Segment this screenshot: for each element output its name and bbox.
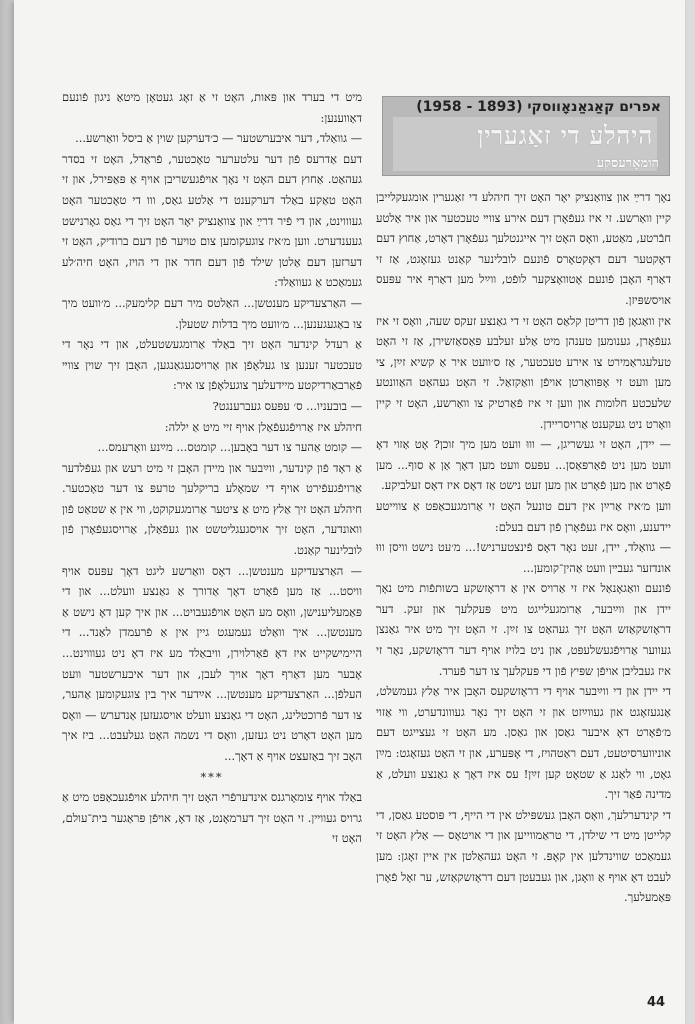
paragraph: די קינדערלעך, וואָס האָבן געשפּילט אין די הייף, די פּוסטע גאַסן, די קלייטן מיט די שילדן, די טראַמווייען און די אויטאָס — אַלץ האָט זי געמאַכט שווינדלען אין קאָפּ. זי האָט געהאַלטן אין איין זאָגן: מען לעבט דאָ אויף אַ וואָגן, און געבעטן דעם דראָזשקאַזש, ער זאָל פֿאָרן פּאַמעלעך. (376, 807, 671, 905)
story-genre: הומאָרעסקע (596, 156, 659, 171)
left-column (62, 87, 362, 849)
book-gutter (0, 0, 14, 1024)
paragraph: באַלד אויף צומאָרגנס אינדערפֿרי האָט זיך חיהלע אויפֿגעכאַפּט מיט אַ גרויס געוויין. זי האָט זיך דערמאָנט, אַז דאָ, אויפֿן פּראַגער בית־עולם, האָט זי (62, 790, 362, 846)
paragraph: פֿונעם וואַגאָנאַל איז זי אַרויס אין אַ דראָזשקע בשותפֿות מיט נאָך יידן און ווײַבער, אַרומגעלייגט מיט פּעקלעך און זעק. דער דראָזשקאַזש האָט זיך געהאַט צו זײַן. זי האָט זיך מיט איר גאַנצן געווער אַרויפֿגעשלעפּט, און ניט בלויז אויף דער דראָזשקע, נאָר זי איז געבליבן אויפֿן שפּיץ פֿון די פּעקלעך צו דער פֿערד. (376, 581, 671, 678)
paragraph: חיהלע איז אַרויפֿגעפֿאַלן אויף זיי מיט אַ יללה: (164, 419, 362, 434)
paragraph: אַ רעדל קינדער האָט זיך באַלד אַרומגעשטעלט, און די נאָר די טעכטער זענען צו געלאָפֿן און אַרויסגעגאַנגען, האָבן זיך שוין צווײ פֿאַרבאַרדיקטע מיידעלעך צוגעלאָפֿן צו איר: (62, 337, 362, 393)
paragraph: — קומט אַהער צו דער באָבען... קומטס... מײַנע וואָרעמס... (97, 440, 362, 455)
right-column (376, 181, 671, 908)
paragraph: אין וואַגאָן פֿון דריטן קלאַס האָט זי די גאַנצע זעקס שעה, וואָס זי איז געפֿאָרן, גענומען טענהן מיט אַלע זעלבע פּאַסאַזשירן, אַז זי האָט טעלעגראַמירט צו אירע טעכטער, אַז ס׳וועט איר אַ קשיא זײַן, צי מען וועט זי אָפּוואַרטן אויפֿן וואַקזאַל. זי האָט געהאַט האַוונטע שלעכטע חלומות און ווען זי איז פֿאַרטיק צו וואַרשע, האָט זי קיין וואָרט ניט געקענט אַרויסריידן. (376, 313, 671, 431)
paragraph: — יידן, האָט זי געשריגן, — וווּ וועט מען מיך זוכן? אָט אַזוי דאָ וועט מען ניט פֿאַרפּאַסן... עפּעס וועט מען דאָך אַן אַ סוף... מען פֿאָרט און מען פֿאָרט און מען זעט נישט אַז דאָס איז דאָס זעלביקע. (376, 437, 671, 493)
paragraph: — גוואַלד, יידן, זעט נאָר דאָס פֿינצטערניש!... מ׳עט נישט וויסן וווּ אונדזער געבײן וועט אַהין־קומען... (376, 540, 671, 575)
paragraph: די יידן און די ווײַבער אויף די דראָזשקעס האָבן איר אַלץ געמשלט, אַנגעזאָגט און געווײַזט און זי האָט זיך נאָר געווונדערט, ווי אַזוי מ׳פֿאָרט דאָ איבער גאַסן און גאַסן. מע האָט זי געצייגט דעם אוניווערסיטעט, דעם ראַטהויז, די אָפּערע, און זי האָט געזאָגט: מײַן גאָט, ווי לאַנג אַ שטאָט קען זײַן! עס איז דאָך אַ גאַנצע וועלט, אַ מדינה פֿאַר זיך. (376, 684, 671, 802)
paragraph: — האַרצעדיקע מענטשן... דאָס וואַרשע ליגט דאָך עפּעס אויף וויסט... אַז מען פֿאָרט דאָך אַדורך אַ גאַנצע וועלט... און די פּאַמעליענישן, וואָס מע האָט אויפֿגעבויט... און איך קען דאָ נישט אַ מענטשן... איך וואַלט געמעגט גיין אין אַ פֿרעמדן לאַנד... די היימישקייט איז דאָ פֿאַרלוירן, וויבאַלד מע איז דאָ ניט געוווינט... אָבער מען דאַרף דאָך אויך לעבן, און דער איבערשטער וועט העלפֿן... האַרצעדיקע מענטשן... אײַדער איך בין צוגעקומען אַהער, צו דער פֿרוכטלינג, האָט די גאַנצע וועלט אויסגעזען אַנדערש — וואָס מען האָט דאָרט ניט געזען, וואָס די נשמה האָט געלעבט... ביז איך האָב זיך באַזעצט אויף אַ דאָך... (62, 563, 362, 763)
paragraph: — גוואַלד, דער איבערשטער — כ׳דערקען שוין אַ ביסל וואַרשע... (75, 131, 362, 146)
paragraph: מיט די בערד און פּאות, האָט זי אַ זאָג געטאָן מיטאַ ניגון פֿונעם דאַווענען: (62, 90, 362, 125)
author-line: אפרים קאַגאַנאָווסקי (1893 - 1958) (416, 99, 661, 115)
paragraph: דעם אַדרעס פֿון דער עלטערער טאָכטער, פֿראַדל, האָט זי בסדר געהאַט. אַחוץ דעם האָט זי נאָך אויפֿגעשריבן אויף אַ פּאַפּירל, און זי האָט טאַקע באַלד דערקענט די אַלטע גאַס, ווו די טאָכטער האָט געוווינט, און די פֿיר דרײַ און צוואַנציק יאָר האָט זיך די גאַס גאָרנישט געענדערט. ווען מ׳איז צוגעקומען צום טויער פֿון דעם ברודיק, האָט זי דערזען דעם אַלטן שילד פֿון דעם חדר און די הויז, האָט חיה׳לע געמאַכט אַ געוואַלד: (62, 151, 362, 290)
paragraph: — האַרצעדיקע מענטשן... האַלטס מיר דעם קלימעק... מ׳וועט מיך צו באַגעגענען... מ׳וועט מיך בדלות שטעלן. (62, 295, 362, 331)
section-separator: *** (200, 769, 224, 784)
paragraph: — בובעניו... ס׳ עפּעס געברענגט? (212, 398, 362, 413)
paragraph: נאָך דרײַ און צוואַנציק יאָר האָט זיך חיהלע די זאַגערין אומגעקלייבן קיין וואַרשע. זי איז געפֿאָרן דעם אירע צווײ טעכטער און איר אַלטע חבֿרטע, מאַטע, וואָס האָט זיך אייגנטלעך געפֿאָרן דאָרט, אַחוץ דעם דאָקטער דעם דאָקטאָרס פֿונעם לובלינער קאַנט געזאָגט, אַז זי דאַרף האָבן פֿונעם אָטװאָצקער לופֿט, ווײַל מען דאַרף איר עפּעס אויסשפּיזן. (376, 190, 671, 307)
story-title: היהלע די זאַגערין (477, 121, 653, 150)
page-number: 44 (647, 995, 666, 1010)
paragraph: אַ ראָד פֿון קינדער, ווײַבער און מיידן האָבן זי מיט רעש און געפֿלדער אַרויפֿגעפֿירט אויף די שמאָלע בריקלעך טרעפּ צו דער טאָכטער. חיהלע האָט זיך אַלץ מיט אַ ציטער אַרומגעקוקט, ווי אין אַ שטאַט פֿון וואונדער, האָט זיך אויסגעגליטשט און געפֿאַלן, אַרויסגעפֿאָרן פֿון לובלינער קאַנט. (62, 460, 362, 558)
paragraph: ווען מ׳איז אַרײַן אין דעם טונעל האָט זי אַרומגעכאַפּט אַ צווייטע יידענע, וואָס איז געפֿאָרן פֿון דעם בעלם: (376, 498, 671, 534)
book-page (14, 0, 685, 1024)
title-block (382, 96, 670, 176)
